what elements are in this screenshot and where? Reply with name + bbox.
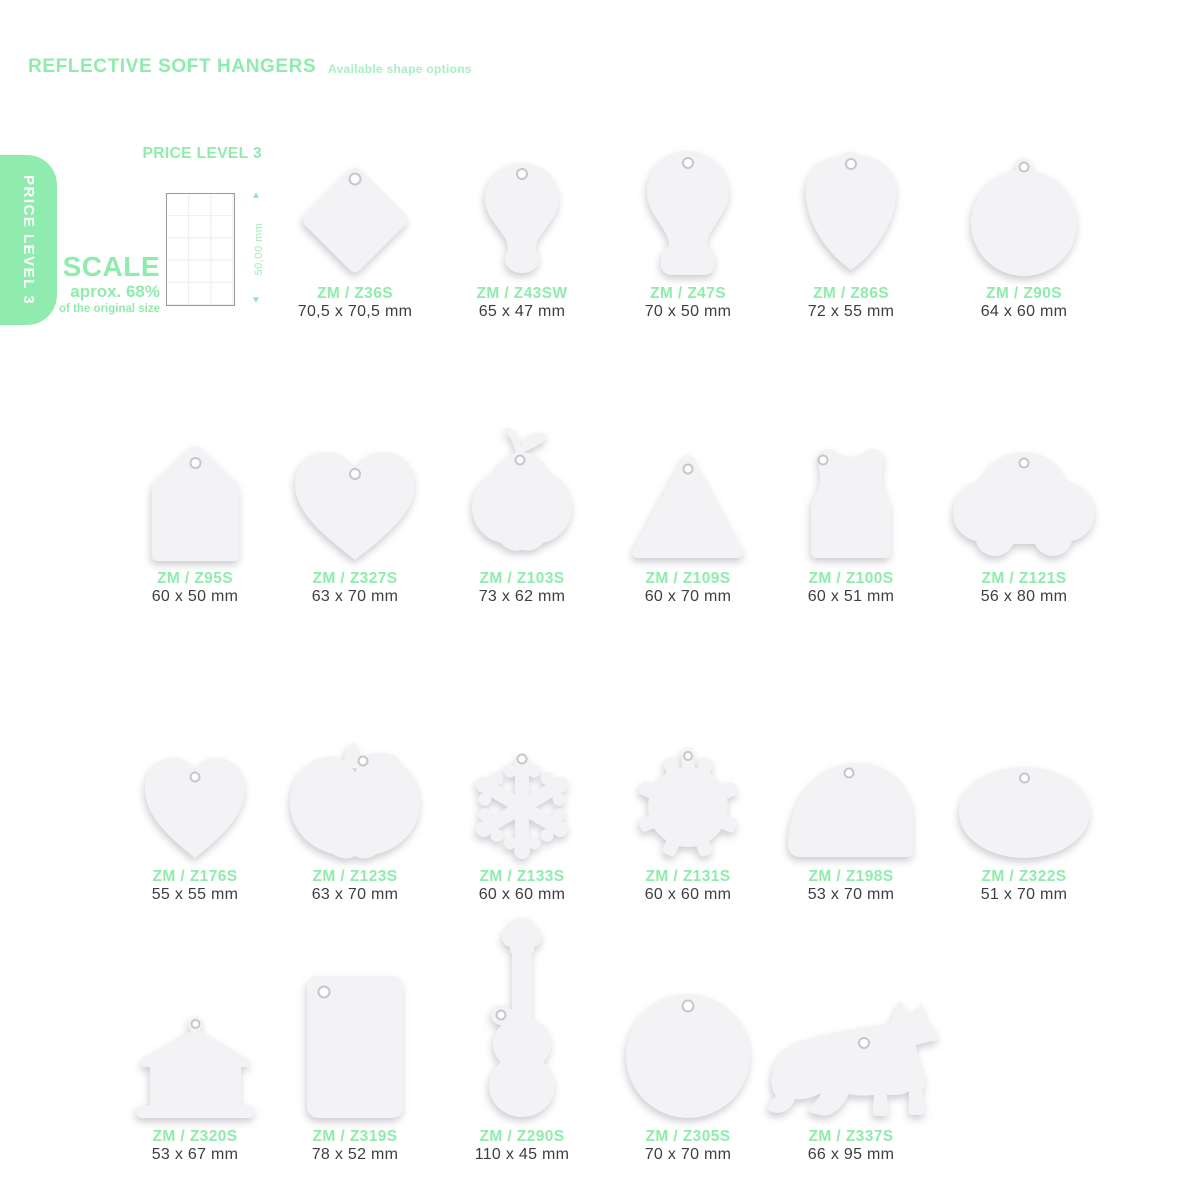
product-size: 65 x 47 mm <box>478 303 566 320</box>
car-shape <box>949 450 1099 562</box>
balloon-shape <box>482 161 562 277</box>
product-code: ZM / Z327S <box>312 570 398 587</box>
product-code: ZM / Z86S <box>813 285 889 302</box>
product-code: ZM / Z90S <box>986 285 1062 302</box>
lightbulb-shape <box>645 149 731 277</box>
hang-hole <box>515 456 524 465</box>
house-shape <box>148 444 243 562</box>
product-size: 110 x 45 mm <box>474 1146 570 1163</box>
violin-shape <box>478 915 566 1120</box>
hang-hole <box>845 769 854 778</box>
round-tag-shape <box>970 157 1078 277</box>
hang-hole <box>190 458 200 468</box>
gear-shape <box>635 748 741 860</box>
scale-note: of the original size <box>59 303 160 315</box>
scale-heading: PRICE LEVEL 3 <box>142 145 262 162</box>
product-size: 53 x 70 mm <box>807 886 895 903</box>
hang-hole <box>518 755 527 764</box>
heart-shape <box>292 450 418 562</box>
ruler-arrow-down-icon: ▼ <box>251 295 261 306</box>
product-size: 73 x 62 mm <box>478 588 566 605</box>
hang-hole <box>684 752 692 760</box>
product-item-z36s <box>275 145 435 321</box>
shield-shape <box>801 151 901 277</box>
product-code: ZM / Z36S <box>317 285 393 302</box>
product-size: 60 x 60 mm <box>644 886 732 903</box>
pear-shape <box>470 426 575 562</box>
product-code: ZM / Z337S <box>808 1128 894 1145</box>
product-code: ZM / Z320S <box>152 1128 238 1145</box>
product-item-z90s <box>944 145 1104 321</box>
page-title: REFLECTIVE SOFT HANGERS <box>28 56 317 77</box>
product-item-z95s <box>115 430 275 606</box>
product-item-z322s <box>944 728 1104 904</box>
hang-hole <box>1020 163 1029 172</box>
product-size: 60 x 70 mm <box>644 588 732 605</box>
product-code: ZM / Z47S <box>650 285 726 302</box>
product-item-z327s <box>275 430 435 606</box>
vest-shape <box>807 445 895 562</box>
product-size: 70 x 50 mm <box>644 303 732 320</box>
hang-hole <box>350 174 361 185</box>
product-code: ZM / Z121S <box>981 570 1067 587</box>
product-item-z86s <box>771 145 931 321</box>
product-code: ZM / Z95S <box>157 570 233 587</box>
hang-hole <box>350 469 360 479</box>
oval-shape <box>957 765 1092 860</box>
product-size: 60 x 60 mm <box>478 886 566 903</box>
hang-hole <box>684 465 693 474</box>
product-code: ZM / Z100S <box>808 570 894 587</box>
rounded-d-shape <box>785 760 917 860</box>
product-item-z103s <box>442 430 602 606</box>
product-item-z320s <box>115 920 275 1164</box>
hang-hole <box>319 987 330 998</box>
product-size: 53 x 67 mm <box>151 1146 239 1163</box>
product-item-z290s <box>442 920 602 1164</box>
product-size: 63 x 70 mm <box>311 886 399 903</box>
product-size: 60 x 51 mm <box>807 588 895 605</box>
product-code: ZM / Z103S <box>479 570 565 587</box>
product-size: 78 x 52 mm <box>311 1146 399 1163</box>
product-item-z109s <box>608 430 768 606</box>
product-size: 63 x 70 mm <box>311 588 399 605</box>
hang-hole <box>497 1011 506 1020</box>
product-item-z100s <box>771 430 931 606</box>
product-size: 64 x 60 mm <box>980 303 1068 320</box>
product-size: 56 x 80 mm <box>980 588 1068 605</box>
product-size: 60 x 50 mm <box>151 588 239 605</box>
hang-hole <box>859 1038 869 1048</box>
product-item-z131s <box>608 728 768 904</box>
hang-hole <box>1020 459 1029 468</box>
dog-shape <box>763 998 940 1120</box>
hang-hole <box>683 158 693 168</box>
hang-hole <box>819 456 828 465</box>
hang-hole <box>191 773 200 782</box>
product-size: 70 x 70 mm <box>644 1146 732 1163</box>
product-code: ZM / Z322S <box>981 868 1067 885</box>
ruler-label: 50,00 mm <box>253 222 265 276</box>
product-code: ZM / Z305S <box>645 1128 731 1145</box>
apple-shape <box>287 740 424 860</box>
scale-grid <box>166 193 235 306</box>
diamond-shape <box>298 163 412 277</box>
product-size: 70,5 x 70,5 mm <box>297 303 413 320</box>
product-item-z198s <box>771 728 931 904</box>
product-size: 72 x 55 mm <box>807 303 895 320</box>
product-item-z121s <box>944 430 1104 606</box>
page-subtitle: Available shape options <box>328 62 472 76</box>
school-house-shape <box>133 1015 258 1120</box>
product-item-z133s <box>442 728 602 904</box>
product-code: ZM / Z290S <box>479 1128 565 1145</box>
product-size: 51 x 70 mm <box>980 886 1068 903</box>
product-item-z176s <box>115 728 275 904</box>
product-item-z337s <box>771 920 931 1164</box>
hang-hole <box>683 1001 694 1012</box>
product-code: ZM / Z43SW <box>476 285 568 302</box>
product-item-z305s <box>608 920 768 1164</box>
snowflake-shape <box>469 745 575 860</box>
product-code: ZM / Z131S <box>645 868 731 885</box>
product-size: 55 x 55 mm <box>151 886 239 903</box>
product-item-z123s <box>275 728 435 904</box>
heart-shape <box>142 756 248 860</box>
product-item-z47s <box>608 145 768 321</box>
hang-hole <box>517 169 527 179</box>
price-level-tab-label: PRICE LEVEL 3 <box>20 174 37 306</box>
hang-hole <box>191 1020 199 1028</box>
product-code: ZM / Z133S <box>479 868 565 885</box>
product-item-z43sw <box>442 145 602 321</box>
triangle-shape <box>628 452 748 562</box>
hang-hole <box>358 757 367 766</box>
product-code: ZM / Z198S <box>808 868 894 885</box>
product-code: ZM / Z176S <box>152 868 238 885</box>
product-code: ZM / Z123S <box>312 868 398 885</box>
rounded-rectangle-shape <box>305 974 405 1120</box>
product-code: ZM / Z109S <box>645 570 731 587</box>
product-item-z319s <box>275 920 435 1164</box>
hang-hole <box>1020 774 1029 783</box>
scale-percent: aprox. 68% <box>70 282 160 301</box>
circle-shape <box>624 992 752 1120</box>
product-size: 66 x 95 mm <box>807 1146 895 1163</box>
ruler-arrow-up-icon: ▲ <box>251 190 261 201</box>
product-code: ZM / Z319S <box>312 1128 398 1145</box>
hang-hole <box>846 159 856 169</box>
scale-word: SCALE <box>62 251 160 282</box>
